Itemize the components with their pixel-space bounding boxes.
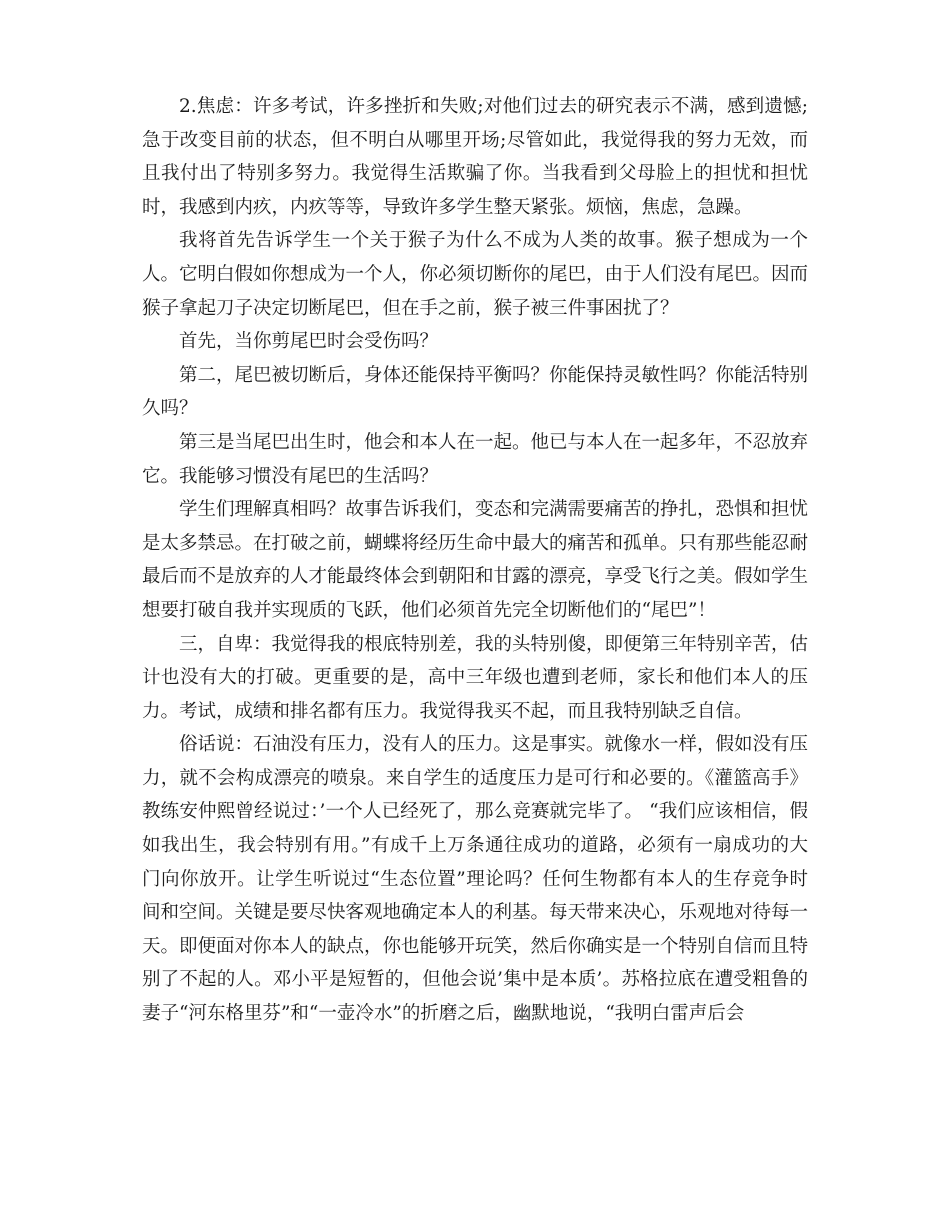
- paragraph-lesson: 学生们理解真相吗？故事告诉我们，变态和完满需要痛苦的挣扎，恐惧和担忧是太多禁忌。在打破之前，蝴蝶将经历生命中最大的痛苦和孤单。只有那些能忍耐最后而不是放弃的人才能最终体会到朝阳和甘露的漂亮，享受飞行之美。假如学生想要打破自我并实现质的飞跃，他们必须首先完全切断他们的“尾巴”！: [142, 499, 809, 621]
- paragraph-pressure: 俗话说：石油没有压力，没有人的压力。这是事实。就像水一样，假如没有压力，就不会构成漂亮的喷泉。来自学生的适度压力是可行和必要的。《灌篮高手》教练安仲熙曾经说过：’一个人已经死了，那么竞赛就完毕了。 “我们应该相信，假如我出生，我会特别有用。”有成千上万条通往成功的道路，必须有一扇成功的大门向你放开。让学生听说过“生态位置”理论吗？任何生物都有本人的生存竞争时间和空间。关键是要尽快客观地确定本人的利基。每天带来决心，乐观地对待每一天。即便面对你本人的缺点，你也能够开玩笑，然后你确实是一个特别自信而且特别了不起的人。邓小平是短暂的，但他会说’集中是本质’。苏格拉底在遭受粗鲁的妻子“河东格里芬”和“一壶冷水”的折磨之后，幽默地说，“我明白雷声后会: [142, 734, 809, 1025]
- paragraph-second-question: 第二，尾巴被切断后，身体还能保持平衡吗？你能保持灵敏性吗？你能活特别久吗？: [142, 364, 809, 420]
- paragraph-first-question: 首先，当你剪尾巴时会受伤吗？: [179, 331, 439, 353]
- paragraph-third-question: 第三是当尾巴出生时，他会和本人在一起。他已与本人在一起多年，不忍放弃它。我能够习惯没有尾巴的生活吗？: [142, 431, 809, 487]
- paragraph-monkey-story: 我将首先告诉学生一个关于猴子为什么不成为人类的故事。猴子想成为一个人。它明白假如你想成为一个人，你必须切断你的尾巴，由于人们没有尾巴。因而猴子拿起刀子决定切断尾巴，但在手之前，猴子被三件事困扰了？: [142, 230, 809, 319]
- paragraph-inferiority: 三，自卑：我觉得我的根底特别差，我的头特别傻，即便第三年特别辛苦，估计也没有大的打破。更重要的是，高中三年级也遭到老师，家长和他们本人的压力。考试，成绩和排名都有压力。我觉得我买不起，而且我特别缺乏自信。: [142, 633, 809, 722]
- paragraph-anxiety: 2.焦虑：许多考试，许多挫折和失败;对他们过去的研究表示不满，感到遗憾;急于改变目前的状态，但不明白从哪里开场;尽管如此，我觉得我的努力无效，而且我付出了特别多努力。我觉得生活欺骗了你。当我看到父母脸上的担忧和担忧时，我感到内疚，内疚等等，导致许多学生整天紧张。烦恼，焦虑，急躁。: [142, 96, 808, 218]
- document-page: [142, 90, 808, 1031]
